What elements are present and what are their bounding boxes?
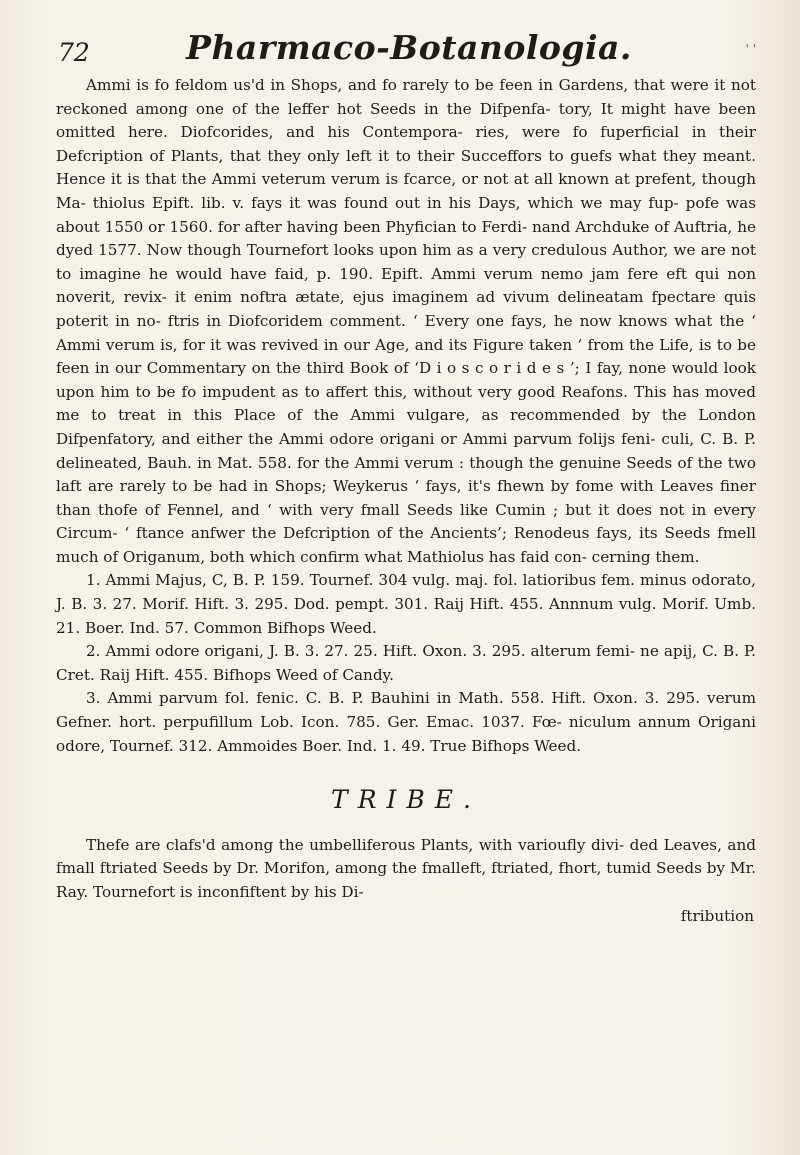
tribe-paragraph: Thefe are clafs'd among the umbelliferous Plants, with varioufly divi- ded Leaves, and fmall ftriated Seeds by Dr. Morifon, among the fmalleft, ftriated, fhort, tumid Seeds by Mr. Ray. Tournefort is inconfiftent by his Di- xyxy=(56,835,756,901)
species-entry-1: 1. Ammi Majus, C, B. P. 159. Tournef. 304 vulg. maj. fol. latioribus fem. minus odorato, J. B. 3. 27. Morif. Hift. 3. 295. Dod. pempt. 301. Raij Hift. 455. Annnum vulg. Morif. Umb. 21. Boer. Ind. 57. Common Bifhops Weed. xyxy=(56,571,756,637)
running-title: Pharmaco-Botanologia. xyxy=(186,28,632,67)
page-number: 72 xyxy=(58,38,90,67)
species-entry-3: 3. Ammi parvum fol. fenic. C. B. P. Bauhini in Math. 558. Hift. Oxon. 3. 295. verum Gefner. hort. perpufillum Lob. Icon. 785. Ger. Emac. 1037. Fœ- niculum annum Origani odore, Tournef. 312. Ammoides Boer. Ind. 1. 49. True Bifhops Weed. xyxy=(56,689,756,755)
margin-mark: ' ' xyxy=(745,42,756,56)
species-entry-2: 2. Ammi odore origani, J. B. 3. 27. 25. Hift. Oxon. 3. 295. alterum femi- ne apij, C. B. P. Cret. Raij Hift. 455. Bifhops Weed of Candy. xyxy=(56,642,756,684)
ammi-paragraph: Ammi is fo feldom us'd in Shops, and fo rarely to be feen in Gardens, that were it not reckoned among one of the leffer hot Seeds in the Difpenfa- tory, It might have been omitted here. Diofcorides, and his Contempora- ries, were fo fuperficial in their Defcription of Plants, that they only left it to their Succeffors to guefs what they meant. Hence it is that the Ammi veterum verum is fcarce, or not at all known at prefent, though Ma- thiolus Epift. lib. v. fays it was found out in his Days, which we may fup- pofe was about 1550 or 1560. for after having been Phyfician to Ferdi- nand Archduke of Auftria, he dyed 1577. Now though Tournefort looks upon him as a very credulous Author, we are not to imagine he would have faid, p. 190. Epift. Ammi verum nemo jam fere eft qui non noverit, revix- it enim noftra ætate, ejus imaginem ad vivum delineatam fpectare quis poterit in no- ftris in Diofcoridem comment. ‘ Every one fays, he now knows what the ‘ Ammi verum is, for it was revived in our Age, and its Figure taken ‘ from the Life, is to be feen in our Commentary on the third Book of ‘D i o s c o r i d e s ’; I fay, none would look upon him to be fo impudent as to affert this, without very good Reafons. This has moved me to treat in this Place of the Ammi vulgare, as recommended by the London Difpenfatory, and either the Ammi odore origani or Ammi parvum folijs feni- culi, C. B. P. delineated, Bauh. in Mat. 558. for the Ammi verum : though the genuine Seeds of the two laft are rarely to be had in Shops; Weykerus ‘ fays, it's fhewn by fome with Leaves finer than thofe of Fennel, and ‘ with very fmall Seeds like Cumin ; but it does not in every Circum- ‘ ftance anfwer the Defcription of the Ancients’; Renodeus fays, its Seeds fmell much of Origanum, both which confirm what Mathiolus has faid con- cerning them. xyxy=(56,76,756,566)
catch-word: ftribution xyxy=(680,906,754,925)
species-list xyxy=(56,569,756,758)
section-heading: TRIBE. xyxy=(331,785,481,815)
page-header xyxy=(58,28,760,72)
body-text xyxy=(56,74,756,928)
